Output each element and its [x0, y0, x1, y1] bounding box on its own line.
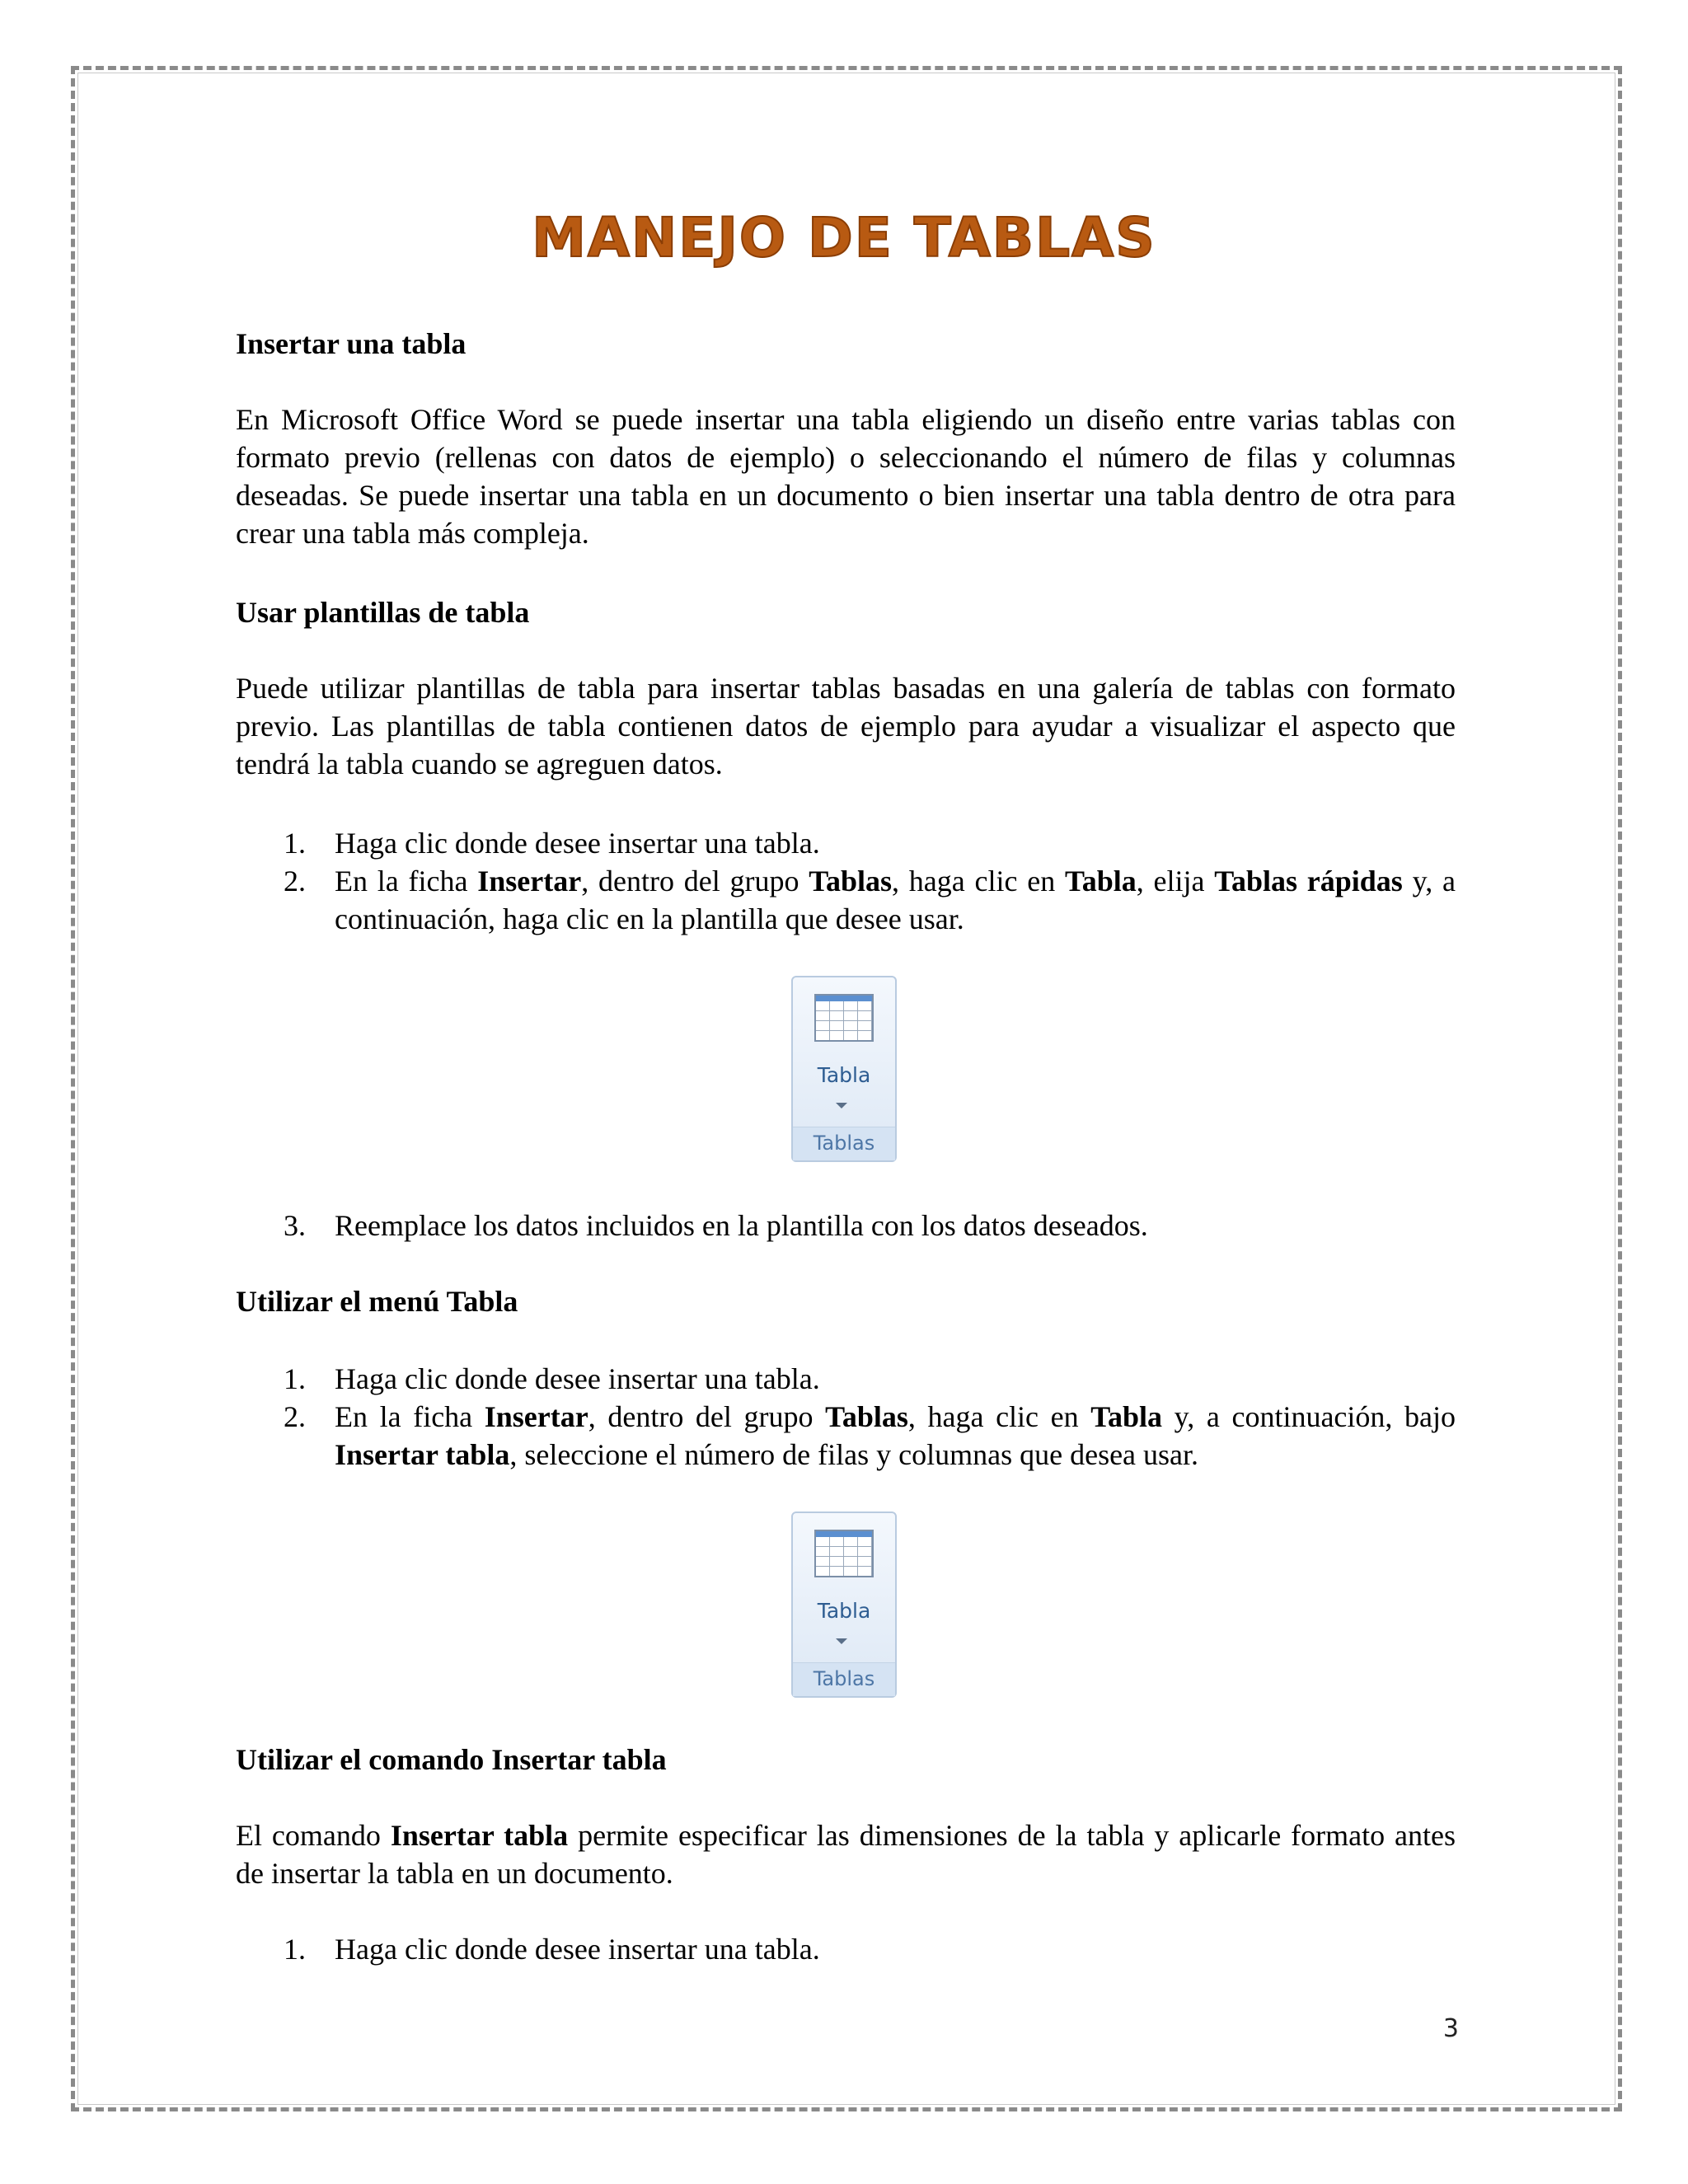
ribbon-button-label: Tabla	[817, 1599, 871, 1623]
chevron-down-icon	[836, 1103, 847, 1108]
ribbon-button-label: Tabla	[817, 1063, 871, 1087]
ribbon-group-label: Tablas	[793, 1127, 895, 1160]
list-text: Reemplace los datos incluidos en la plantilla con los datos deseados.	[335, 1209, 1148, 1242]
list-text: Haga clic donde desee insertar una tabla.	[335, 827, 820, 860]
page-number: 3	[1442, 2014, 1459, 2043]
heading-menu-tabla: Utilizar el menú Tabla	[236, 1285, 518, 1318]
list-text: En la ficha Insertar, dentro del grupo Tablas, haga clic en Tabla y, a continuación, bajo Insertar tabla, seleccione el número de filas y columnas que desea usar.	[335, 1400, 1456, 1471]
page-title: MANEJO DE TABLAS	[532, 206, 1156, 269]
ribbon-group-label: Tablas	[793, 1662, 895, 1696]
ribbon-tabla-button[interactable]	[791, 1511, 897, 1698]
paragraph-usar-plantillas: Puede utilizar plantillas de tabla para insertar tablas basadas en una galería de tablas con formato previo. Las plantillas de tabla contienen datos de ejemplo para ayudar a visualizar el aspecto que tendrá la tabla cuando se agreguen datos.	[236, 672, 1456, 780]
ribbon-tabla-button[interactable]	[791, 976, 897, 1162]
paragraph-comando-insertar: El comando Insertar tabla permite especificar las dimensiones de la tabla y aplicarle formato antes de insertar la tabla en un documento.	[236, 1819, 1456, 1890]
list-text: Haga clic donde desee insertar una tabla.	[335, 1362, 820, 1395]
table-grid-icon	[814, 994, 874, 1042]
list-number: 2.	[284, 865, 306, 898]
chevron-down-icon	[836, 1638, 847, 1644]
list-number: 2.	[284, 1400, 306, 1433]
table-grid-icon	[814, 1530, 874, 1577]
heading-usar-plantillas: Usar plantillas de tabla	[236, 596, 530, 629]
heading-insertar-tabla: Insertar una tabla	[236, 327, 467, 360]
list-number: 1.	[284, 1933, 306, 1966]
list-number: 1.	[284, 1362, 306, 1395]
paragraph-insertar-tabla: En Microsoft Office Word se puede insertar una tabla eligiendo un diseño entre varias tablas con formato previo (rellenas con datos de ejemplo) o seleccionando el número de filas y columnas deseadas. Se puede insertar una tabla en un documento o bien insertar una tabla dentro de otra para crear una tabla más compleja.	[236, 403, 1456, 550]
list-text: Haga clic donde desee insertar una tabla.	[335, 1933, 820, 1966]
list-text: En la ficha Insertar, dentro del grupo Tablas, haga clic en Tabla, elija Tablas rápidas y, a continuación, haga clic en la plantilla que desee usar.	[335, 865, 1456, 935]
list-number: 3.	[284, 1209, 306, 1242]
heading-comando-insertar: Utilizar el comando Insertar tabla	[236, 1743, 667, 1776]
list-number: 1.	[284, 827, 306, 860]
